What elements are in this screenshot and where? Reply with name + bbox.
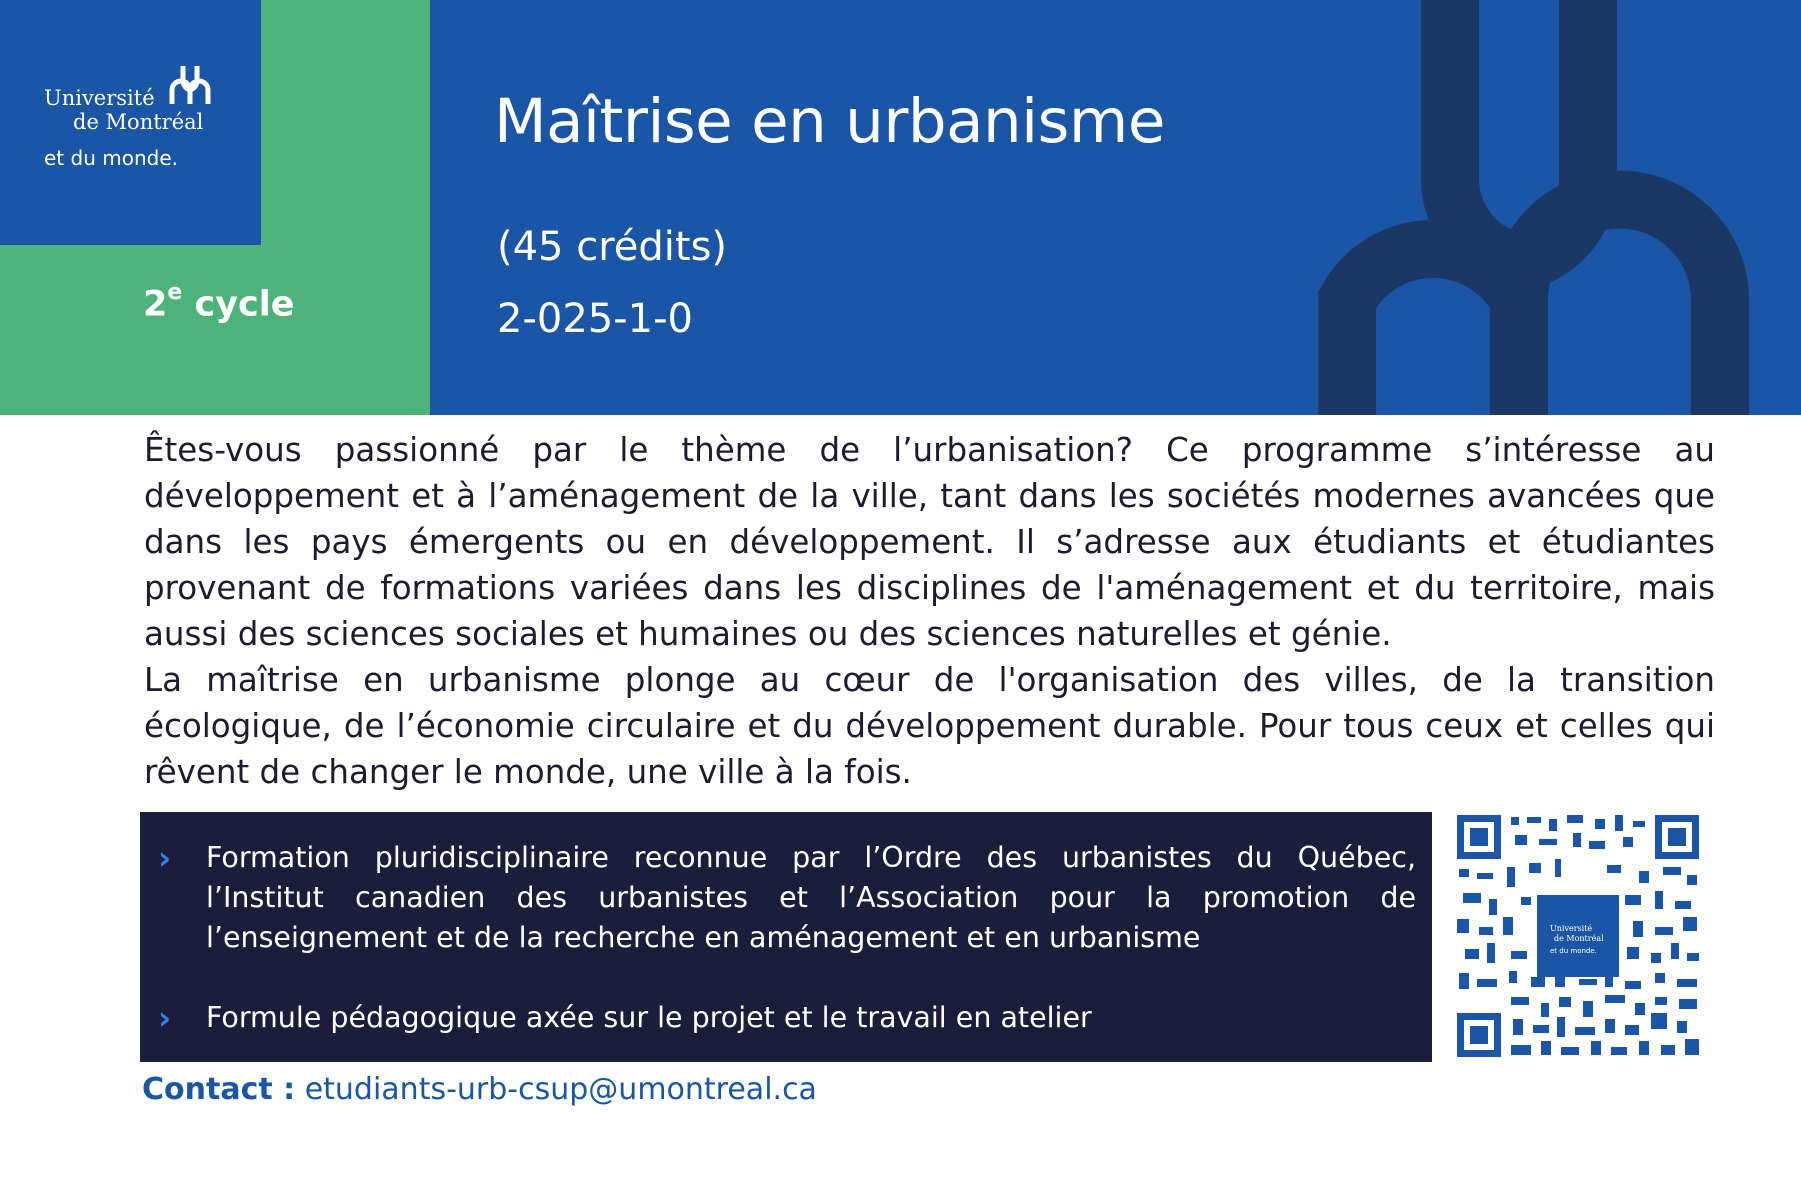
cycle-text: cycle	[182, 284, 295, 325]
feature-item	[158, 838, 1416, 958]
university-logo[interactable]	[0, 0, 261, 245]
feature-item	[158, 998, 1416, 1038]
chevron-right-icon: ›	[158, 839, 172, 877]
svg-text:et du monde.: et du monde.	[1550, 947, 1597, 955]
program-credits: (45 crédits)	[497, 224, 728, 270]
logo-tagline: et du monde.	[44, 146, 178, 170]
svg-text:de Montréal: de Montréal	[1554, 934, 1604, 943]
program-code: 2-025-1-0	[497, 296, 693, 342]
description-paragraph-1: Êtes-vous passionné par le thème de l’urbanisation? Ce programme s’intéresse au développement et à l’aménagement de la ville, tant dans les sociétés modernes avancées que dans les pays émergents ou en développement. Il s’adresse aux étudiants et étudiantes provenant de formations variées dans les disciplines de l'aménagement et du territoire, mais aussi des sciences sociales et humaines ou des sciences naturelles et génie.	[144, 431, 1715, 653]
logo-line-1: Université	[44, 86, 155, 110]
feature-text: Formation pluridisciplinaire reconnue par l’Ordre des urbanistes du Québec, l’Institut canadien des urbanistes et l’Association pour la promotion de l’enseignement et de la recherche en aménagement et en urbanisme	[206, 841, 1416, 954]
contact-line	[142, 1072, 817, 1107]
chevron-right-icon: ›	[158, 999, 172, 1037]
qr-code[interactable]	[1455, 813, 1701, 1059]
udem-large-emblem-icon	[1300, 0, 1801, 415]
cycle-label	[143, 280, 295, 325]
logo-line-2: de Montréal	[73, 110, 204, 134]
contact-email-link[interactable]: etudiants-urb-csup@umontreal.ca	[304, 1072, 817, 1107]
cycle-number: 2	[143, 284, 168, 325]
udem-emblem-icon	[169, 64, 217, 104]
description-paragraph-2: La maîtrise en urbanisme plonge au cœur de l'organisation des villes, de la transition écologique, de l’économie circulaire et du développement durable. Pour tous ceux et celles qui rêvent de changer le monde, une ville à la fois.	[144, 661, 1715, 791]
contact-label: Contact :	[142, 1072, 296, 1107]
page-title: Maîtrise en urbanisme	[494, 86, 1165, 157]
cycle-superscript: e	[167, 280, 183, 305]
program-description	[144, 427, 1715, 795]
cycle-block	[0, 245, 430, 415]
svg-text:Université: Université	[1550, 924, 1593, 933]
green-accent-strip	[261, 0, 430, 245]
feature-text: Formule pédagogique axée sur le projet et le travail en atelier	[206, 1001, 1092, 1034]
